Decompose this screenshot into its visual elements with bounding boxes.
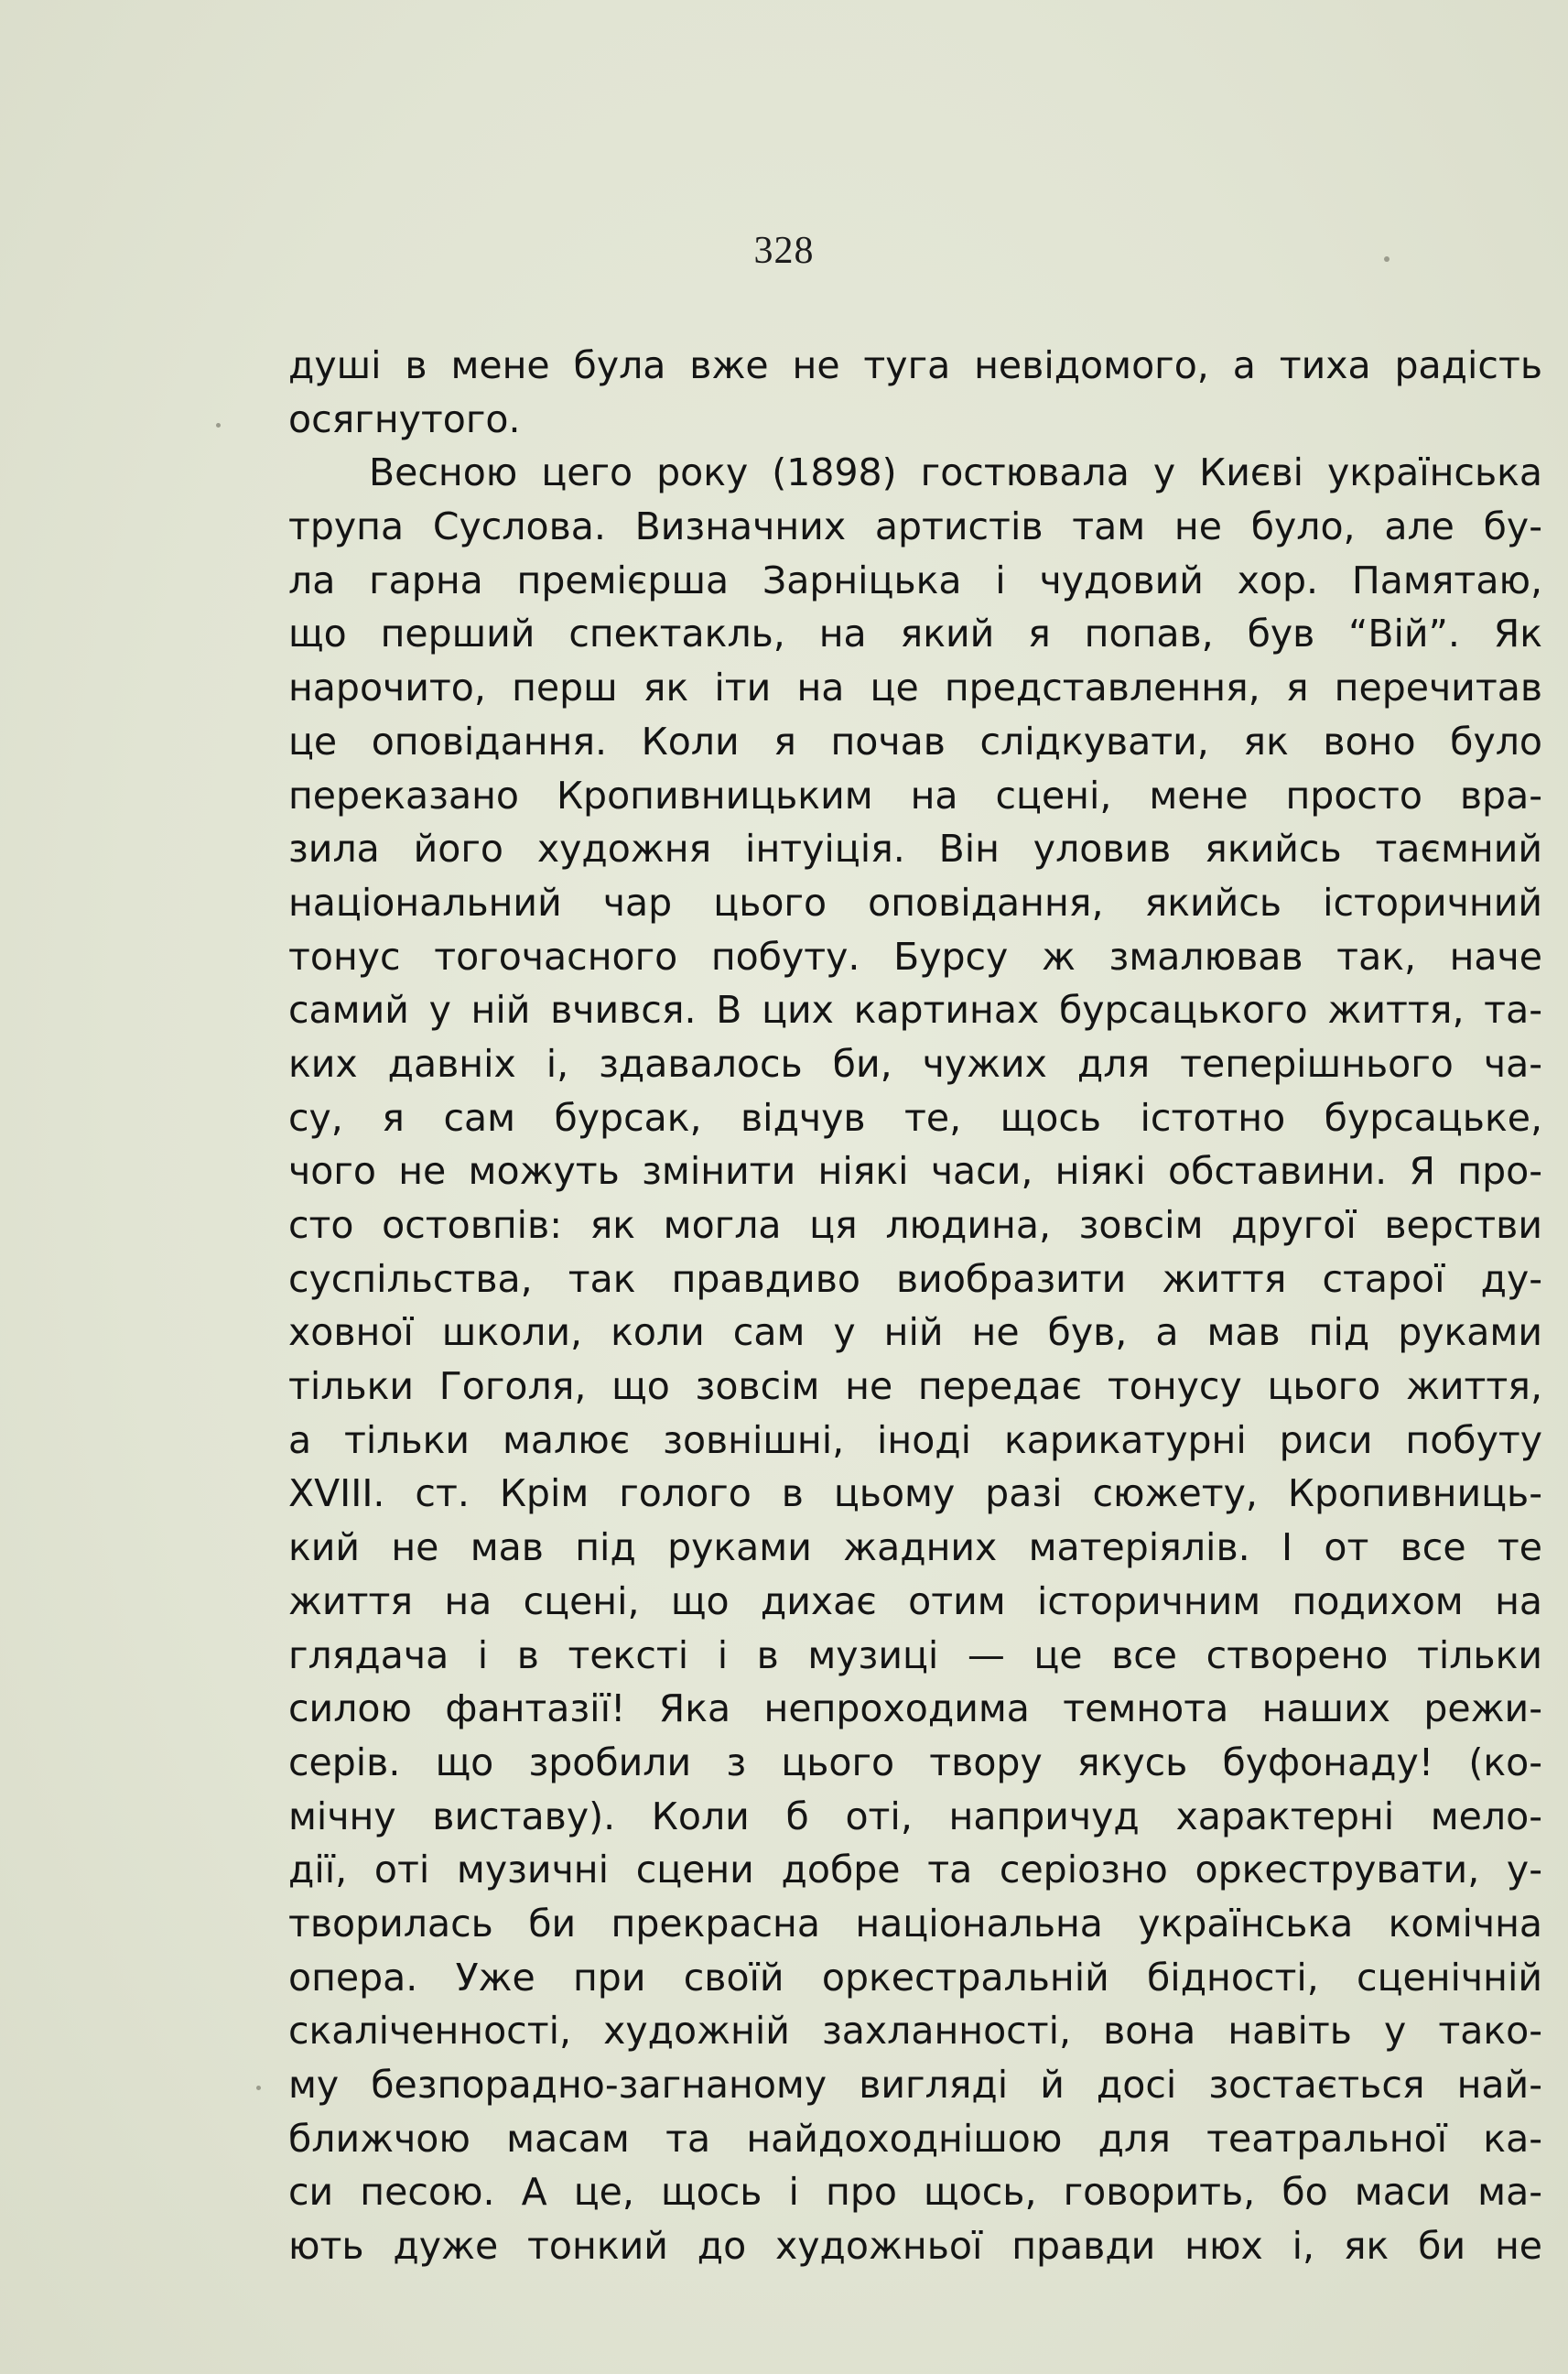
text-line: силою фантазії! Яка непроходима темнота наших режи-	[288, 1686, 1542, 1731]
text-line: му безпорадно-загнаному вигляді й досі зостається най-	[288, 2063, 1542, 2107]
text-line: творилась би прекрасна національна українська комічна	[288, 1901, 1542, 1946]
text-line: кий не мав під руками жадних матеріялів. І от все те	[288, 1525, 1542, 1570]
page-number: 328	[753, 230, 815, 272]
text-line: це оповідання. Коли я почав слідкувати, як воно було	[288, 719, 1542, 764]
text-line: трупа Суслова. Визначних артистів там не було, але бу-	[288, 504, 1542, 549]
text-line: ких давніх і, здавалось би, чужих для теперішнього ча-	[288, 1041, 1542, 1086]
paper-speck	[216, 423, 221, 428]
text-line: ховної школи, коли сам у ній не був, а мав під руками	[288, 1310, 1542, 1355]
body-text	[288, 339, 1542, 2273]
text-line: Весною цего року (1898) гостювала у Києві українська	[369, 450, 1542, 495]
text-line: чого не можуть змінити ніякі часи, ніякі обставини. Я про-	[288, 1149, 1542, 1194]
text-line: глядача і в тексті і в музиці — це все створено тільки	[288, 1632, 1542, 1677]
text-line: ють дуже тонкий до художньої правди нюх і, як би не	[288, 2224, 1542, 2269]
text-line: переказано Кропивницьким на сцені, мене просто вра-	[288, 773, 1542, 818]
paper-speck	[1384, 256, 1390, 262]
text-line: нарочито, перш як іти на це представлення, я перечитав	[288, 666, 1542, 710]
text-line: серів. що зробили з цього твору якусь буфонаду! (ко-	[288, 1740, 1542, 1784]
text-line: ближчою масам та найдоходнішою для театральної ка-	[288, 2116, 1542, 2161]
text-line: мічну виставу). Коли б оті, напричуд характерні мело-	[288, 1794, 1542, 1838]
text-line: а тільки малює зовнішні, іноді карикатурні риси побуту	[288, 1417, 1542, 1462]
text-line: життя на сцені, що дихає отим історичним подихом на	[288, 1578, 1542, 1623]
text-line: си песою. А це, щось і про щось, говорить, бо маси ма-	[288, 2170, 1542, 2215]
text-line: XVIII. ст. Крім голого в цьому разі сюжету, Кропивниць-	[288, 1471, 1542, 1516]
text-line: що перший спектакль, на який я попав, був “Вій”. Як	[288, 612, 1542, 656]
text-line: осягнутого.	[288, 396, 521, 441]
text-line: самий у ній вчився. В цих картинах бурсацького життя, та-	[288, 988, 1542, 1033]
text-line: сто остовпів: як могла ця людина, зовсім другої верстви	[288, 1203, 1542, 1247]
text-line: скаліченності, художній захланності, вона навіть у тако-	[288, 2009, 1542, 2054]
text-line: дії, оті музичні сцени добре та серіозно оркеструвати, у-	[288, 1848, 1542, 1892]
text-line: ла гарна премієрша Зарніцька і чудовий хор. Памятаю,	[288, 558, 1542, 602]
text-line: національний чар цього оповідання, якийсь історичний	[288, 880, 1542, 925]
text-line: зила його художня інтуіція. Він уловив якийсь таємний	[288, 827, 1542, 872]
text-line: су, я сам бурсак, відчув те, щось істотно бурсацьке,	[288, 1095, 1542, 1140]
text-line: тільки Гоголя, що зовсім не передає тонусу цього життя,	[288, 1364, 1542, 1409]
text-line: тонус тогочасного побуту. Бурсу ж змалював так, наче	[288, 934, 1542, 979]
text-line: душі в мене була вже не туга невідомого, а тиха радість	[288, 343, 1542, 387]
text-line: опера. Уже при своїй оркестральній бідності, сценічній	[288, 1955, 1542, 2000]
text-line: суспільства, так правдиво виобразити життя старої ду-	[288, 1256, 1542, 1301]
paper-speck	[256, 2086, 261, 2090]
